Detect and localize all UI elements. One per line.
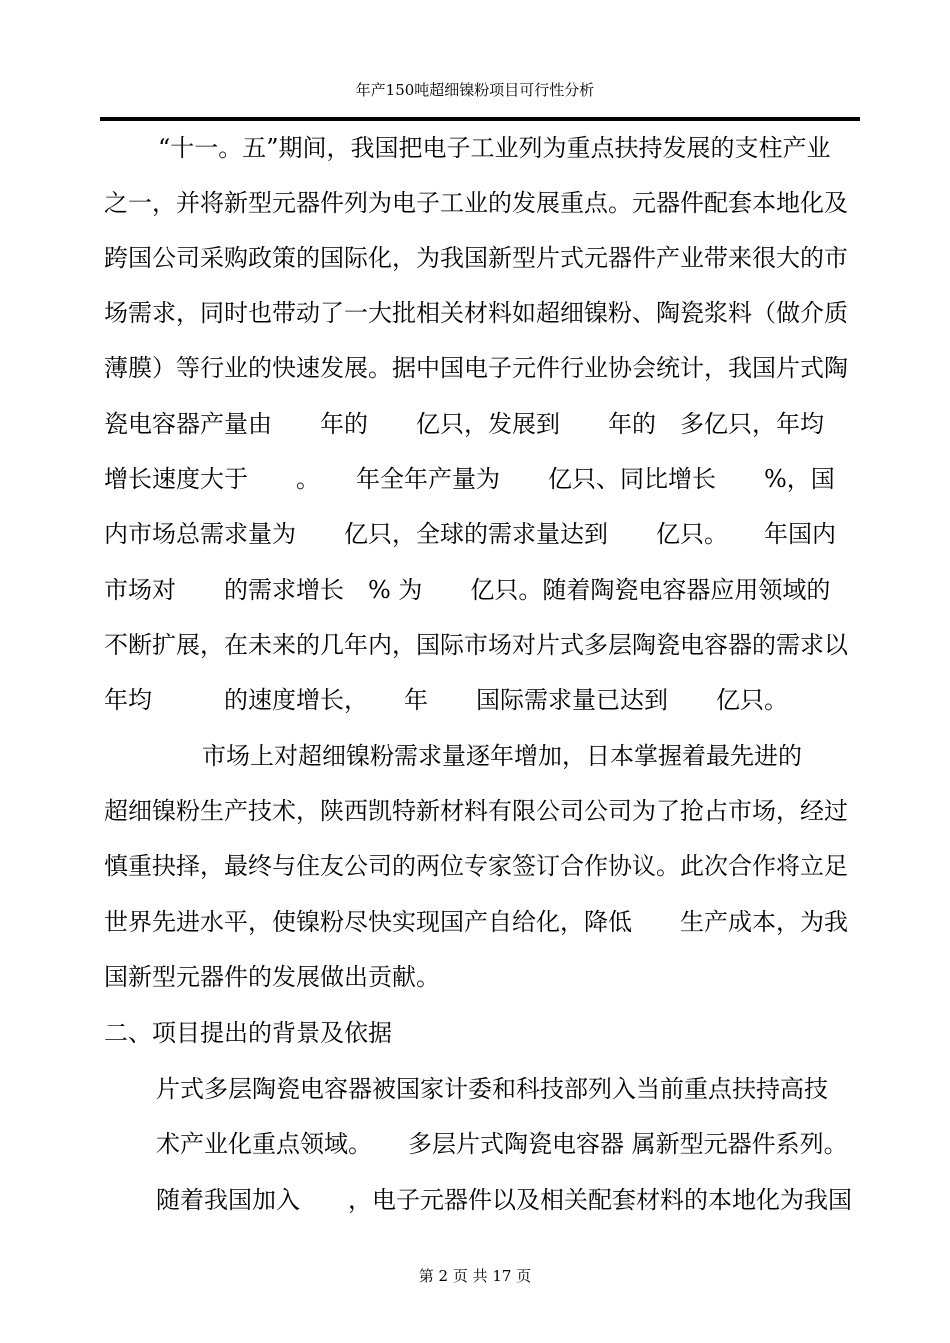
text-line: 术产业化重点领域。 多层片式陶瓷电容器 属新型元器件系列。 xyxy=(156,1130,848,1158)
text-line: 慎重抉择，最终与住友公司的两位专家签订合作协议。此次合作将立足 xyxy=(104,852,848,880)
text-line: 超细镍粉生产技术，陕西凯特新材料有限公司公司为了抢占市场，经过 xyxy=(104,797,848,825)
text-line: 瓷电容器产量由 年的 亿只，发展到 年的 多亿只，年均 xyxy=(104,410,824,438)
page-header-title: 年产150吨超细镍粉项目可行性分析 xyxy=(355,81,595,99)
text-line: 片式多层陶瓷电容器被国家计委和科技部列入当前重点扶持高技 xyxy=(156,1075,828,1103)
section-heading: 二、项目提出的背景及依据 xyxy=(104,1019,392,1047)
text-line: 之一，并将新型元器件列为电子工业的发展重点。元器件配套本地化及 xyxy=(104,189,848,217)
text-line: 年均 的速度增长， 年 国际需求量已达到 亿只。 xyxy=(104,686,788,714)
text-line: 跨国公司采购政策的国际化，为我国新型片式元器件产业带来很大的市 xyxy=(104,244,848,272)
text-line: 场需求，同时也带动了一大批相关材料如超细镍粉、陶瓷浆料（做介质 xyxy=(104,299,848,327)
text-line: “十一。五”期间，我国把电子工业列为重点扶持发展的支柱产业 xyxy=(158,134,831,162)
text-line: 国新型元器件的发展做出贡献。 xyxy=(104,963,440,991)
text-line: 随着我国加入 ，电子元器件以及相关配套材料的本地化为我国 xyxy=(156,1186,852,1214)
text-line: 不断扩展，在未来的几年内，国际市场对片式多层陶瓷电容器的需求以 xyxy=(104,631,848,659)
text-line: 增长速度大于 。 年全年产量为 亿只、同比增长 %，国 xyxy=(104,465,835,493)
text-line: 世界先进水平，使镍粉尽快实现国产自给化，降低 生产成本，为我 xyxy=(104,908,848,936)
text-line: 市场对 的需求增长 % 为 亿只。随着陶瓷电容器应用领域的 xyxy=(104,576,831,604)
text-line: 内市场总需求量为 亿只，全球的需求量达到 亿只。 年国内 xyxy=(104,520,836,548)
text-line: 薄膜）等行业的快速发展。据中国电子元件行业协会统计，我国片式陶 xyxy=(104,354,848,382)
page-footer-number: 第 2 页 共 17 页 xyxy=(418,1267,532,1285)
text-line: 市场上对超细镍粉需求量逐年增加，日本掌握着最先进的 xyxy=(202,742,802,770)
header-divider xyxy=(100,117,860,121)
